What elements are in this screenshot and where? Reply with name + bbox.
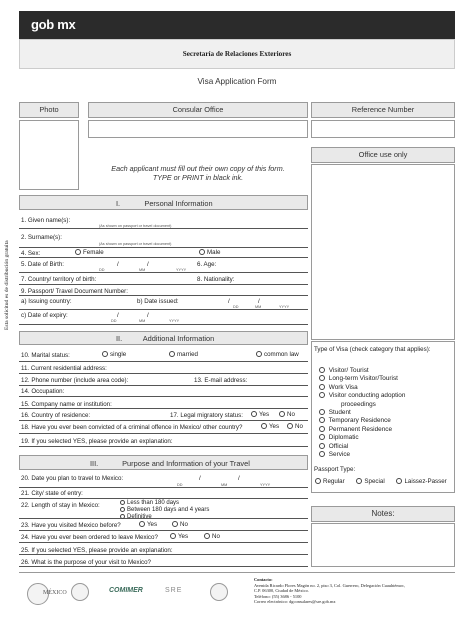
female-label: Female [83,249,104,256]
travel-dd-hint: DD [177,483,183,487]
passport-row [19,286,308,296]
issuing-country-label: a) Issuing country: [21,298,72,305]
photo-box[interactable] [19,120,79,190]
section-personal-information [19,195,308,210]
visa-option-label: Permanent Residence [328,425,393,433]
visa-type-options [319,367,405,459]
visa-option-label: Diplomatic [328,434,359,442]
residential-row[interactable] [19,363,308,374]
consular-office-field[interactable] [88,120,308,138]
visa-option-label: Long-term Visitor/Tourist [328,375,398,383]
stay-option-label: Between 180 days and 4 years [127,506,210,513]
visa-option-radio[interactable] [319,409,325,415]
section-title: Purpose and Information of your Travel [122,459,250,468]
female-option[interactable] [75,249,104,256]
expiry-yyyy-hint: YYYY [169,319,180,323]
section-number: III. [90,459,99,468]
shield-emblem-icon [71,583,89,601]
visa-option-label: Visitor conducting adoption [328,392,406,400]
legal-status-label: 17. Legal migratory status: [170,412,243,419]
government-seal-icon [210,583,228,601]
date-expiry-label: c) Date of expiry: [21,312,68,319]
married-radio[interactable] [169,351,175,357]
travel-date-row [19,472,308,488]
contact-address: Avenida Ricardo Flores Magón no. 2, piso 3, Col. Guerrero, Delegación Cuauhtémoc, [254,582,405,588]
sre-logo: SRE [165,587,183,594]
stay-radio[interactable] [120,500,125,505]
visited-no-option[interactable] [172,521,188,528]
legal-no-label: No [287,411,295,418]
section-additional-information [19,331,308,345]
date-issued-label: b) Date issued: [137,298,179,305]
issued-slash-1: / [228,298,230,305]
common-law-label: common law [264,351,299,358]
given-names-label: 1. Given name(s): [21,217,71,224]
expiry-row [19,311,308,325]
dob-yyyy-hint: YYYY [176,268,187,272]
convicted-row [19,422,308,434]
stay-option-label: Less than 180 days [127,500,180,506]
visa-option-label: Work Visa [328,383,358,391]
nationality-label: 8. Nationality: [197,276,235,283]
reference-number-field[interactable] [311,120,455,138]
stay-radio[interactable] [120,514,125,519]
form-title: Visa Application Form [197,77,277,86]
office-use-header: Office use only [311,147,455,163]
dob-mm-hint: MM [139,268,146,272]
given-names-hint: (As shown on passport or travel document) [99,224,172,228]
city-entry-row[interactable] [19,489,308,499]
purpose-label: 26. What is the purpose of your visit to Mexico? [21,559,151,566]
visa-option-label: Temporary Residence [328,417,391,425]
age-label: 6. Age: [197,261,217,268]
legal-yes-option[interactable] [251,411,269,418]
ordered-no-radio[interactable] [204,533,210,539]
expiry-mm-hint: MM [139,319,146,323]
visa-option-label: proceedings [341,400,376,408]
issued-dd-hint: DD [233,305,239,309]
passport-option-label: Regular [323,478,345,485]
reference-number-header: Reference Number [311,102,455,118]
convicted-yes-option[interactable] [261,423,279,430]
stay-option-less-180[interactable] [120,500,209,507]
single-label: single [110,351,127,358]
male-radio[interactable] [199,249,205,255]
visa-option-radio[interactable] [319,451,325,457]
passport-regular-option[interactable] [315,478,345,485]
company-label: 15. Company name or institution: [21,401,112,408]
visited-row [19,520,308,531]
visa-option-temporary[interactable] [319,417,405,425]
occupation-row[interactable] [19,387,308,397]
contact-info [254,577,405,605]
visa-option-radio[interactable] [319,443,325,449]
explain-row[interactable] [19,435,308,447]
surnames-hint: (As shown on passport or travel document) [99,242,172,246]
legal-yes-label: Yes [259,411,270,418]
travel-mm-hint: MM [221,483,228,487]
dob-age-row [19,259,308,273]
passport-regular-radio[interactable] [315,478,321,484]
visa-option-adoption[interactable] [319,392,405,400]
marital-row [19,347,308,362]
issued-mm-hint: MM [255,305,262,309]
common-law-option[interactable] [256,351,299,358]
stay-options [120,500,209,520]
purpose-row[interactable] [19,556,308,567]
expiry-slash-2: / [147,312,149,319]
visa-option-label: Visitor/ Tourist [328,367,369,374]
office-use-box [311,164,455,340]
legal-yes-radio[interactable] [251,411,257,417]
visa-option-visitor-tourist[interactable] [319,367,405,375]
contact-city: C.P. 06300, Ciudad de México. [254,588,309,594]
visa-option-permanent[interactable] [319,426,405,434]
passport-laissez-radio[interactable] [396,478,402,484]
section-title: Personal Information [144,199,213,208]
marital-label: 10. Marital status: [21,352,70,359]
visited-yes-radio[interactable] [139,521,145,527]
dob-label: 5. Date of Birth: [21,261,64,268]
convicted-yes-label: Yes [269,423,280,430]
phone-email-row [19,375,308,386]
visa-option-radio[interactable] [319,417,325,423]
given-names-field[interactable] [19,212,308,229]
visited-no-radio[interactable] [172,521,178,527]
visa-option-long-term[interactable] [319,375,405,383]
explain-travel-label: 25. If you selected YES, please provide an explanation: [21,547,173,554]
email-label: 13. E-mail address: [194,377,248,384]
visited-no-label: No [180,521,188,528]
ordered-yes-radio[interactable] [170,533,176,539]
notes-box[interactable] [311,523,455,567]
residence-status-row [19,410,308,421]
section-number: II. [116,334,123,343]
phone-label: 12. Phone number (include area code): [21,377,129,384]
visa-option-radio[interactable] [319,434,325,440]
comimer-logo: COMIMER [109,587,143,594]
surnames-field[interactable] [19,230,308,248]
contact-heading: Contacto: [254,577,273,582]
travel-slash-2: / [238,475,240,482]
visa-option-service[interactable] [319,451,405,459]
male-option[interactable] [199,249,220,256]
visa-option-label: Student [328,409,351,417]
consular-office-header: Consular Office [88,102,308,118]
convicted-no-option[interactable] [287,423,303,430]
visa-option-radio[interactable] [319,392,325,398]
footer [19,572,455,612]
section-number: I. [116,199,121,208]
passport-option-label: Laissez-Passer [404,478,447,485]
convicted-no-radio[interactable] [287,423,293,429]
stay-option-label: Definitive [127,513,152,520]
company-row[interactable] [19,398,308,409]
side-note: Esta solicitud es de distribución gratuita [4,240,10,330]
single-option[interactable] [102,351,126,358]
visa-option-student[interactable] [319,409,405,417]
visited-yes-label: Yes [147,521,158,528]
passport-option-label: Special [364,478,385,485]
common-law-radio[interactable] [256,351,262,357]
passport-type-options [315,478,447,485]
visa-option-label: Official [328,442,349,450]
length-stay-label: 22. Length of stay in Mexico: [21,502,100,509]
explain-label: 19. If you selected YES, please provide an explanation: [21,438,173,445]
explain-travel-row[interactable] [19,544,308,555]
convicted-yes-radio[interactable] [261,423,267,429]
sex-row [19,248,308,258]
passport-special-radio[interactable] [356,478,362,484]
dob-dd-hint: DD [99,268,105,272]
visa-option-radio[interactable] [319,384,325,390]
section-title: Additional Information [142,334,215,343]
sex-label: 4. Sex: [21,250,41,257]
visa-option-adoption-cont [319,401,405,409]
female-radio[interactable] [75,249,81,255]
visa-type-box [311,341,455,493]
agency-name: Secretaría de Relaciones Exteriores [19,39,455,69]
issued-yyyy-hint: YYYY [279,305,290,309]
instructions [88,164,308,182]
travel-date-label: 20. Date you plan to travel to Mexico: [21,475,124,482]
mexico-logo-text: MÉXICO [43,590,67,596]
ordered-no-option[interactable] [204,533,220,540]
passport-label: 9. Passport/ Travel Document Number: [21,288,128,295]
occupation-label: 14. Occupation: [21,388,65,395]
legal-no-radio[interactable] [279,411,285,417]
dob-slash-2: / [147,261,149,268]
section-travel-information [19,455,308,470]
ordered-yes-option[interactable] [170,533,188,540]
stay-option-180-4years[interactable] [120,507,209,514]
visa-option-official[interactable] [319,443,405,451]
length-stay-row [19,500,308,519]
ordered-no-label: No [212,533,220,540]
male-label: Male [207,249,221,256]
surnames-label: 2. Surname(s): [21,234,62,241]
instruction-line-2: TYPE or PRINT in black ink. [152,173,244,182]
visited-yes-option[interactable] [139,521,157,528]
visa-type-heading: Type of Visa (check category that applies): [314,346,431,353]
city-entry-label: 21. City/ state of entry: [21,490,83,497]
ordered-yes-label: Yes [178,533,189,540]
travel-slash-1: / [199,475,201,482]
passport-special-option[interactable] [356,478,384,485]
stay-radio[interactable] [120,507,125,512]
expiry-slash-1: / [117,312,119,319]
residential-label: 11. Current residential address: [21,365,107,372]
country-residence-label: 16. Country of residence: [21,412,91,419]
passport-laissez-passer-option[interactable] [396,478,446,485]
country-birth-label: 7. Country/ territory of birth: [21,276,97,283]
visa-option-work[interactable] [319,384,405,392]
issued-slash-2: / [258,298,260,305]
contact-email[interactable]: Correo electrónico: dgconsulares@sre.gob.mx [254,599,336,605]
issuing-row [19,297,308,310]
married-label: married [177,351,198,358]
visa-option-radio[interactable] [319,426,325,432]
visited-label: 23. Have you visited Mexico before? [21,522,121,529]
married-option[interactable] [169,351,198,358]
visa-option-radio[interactable] [319,367,325,373]
passport-type-heading: Passport Type: [314,466,356,473]
visa-option-diplomatic[interactable] [319,434,405,442]
legal-no-option[interactable] [279,411,295,418]
ordered-label: 24. Have you ever been ordered to leave Mexico? [21,534,158,541]
notes-header: Notes: [311,506,455,522]
convicted-no-label: No [295,423,303,430]
visa-option-radio[interactable] [319,375,325,381]
photo-header: Photo [19,102,79,118]
gob-mx-logo: gob mx [31,17,76,32]
expiry-dd-hint: DD [111,319,117,323]
gob-mx-header-bar [19,11,455,39]
single-radio[interactable] [102,351,108,357]
travel-yyyy-hint: YYYY [260,483,271,487]
ordered-row [19,532,308,543]
contact-phone: Teléfono: (55) 3686 - 5100 [254,593,302,599]
birth-nationality-row [19,274,308,285]
dob-slash-1: / [117,261,119,268]
instruction-line-1: Each applicant must fill out their own copy of this form. [111,164,285,173]
convicted-label: 18. Have you ever been convicted of a criminal offence in Mexico/ other country? [21,424,243,431]
visa-option-label: Service [328,451,351,459]
